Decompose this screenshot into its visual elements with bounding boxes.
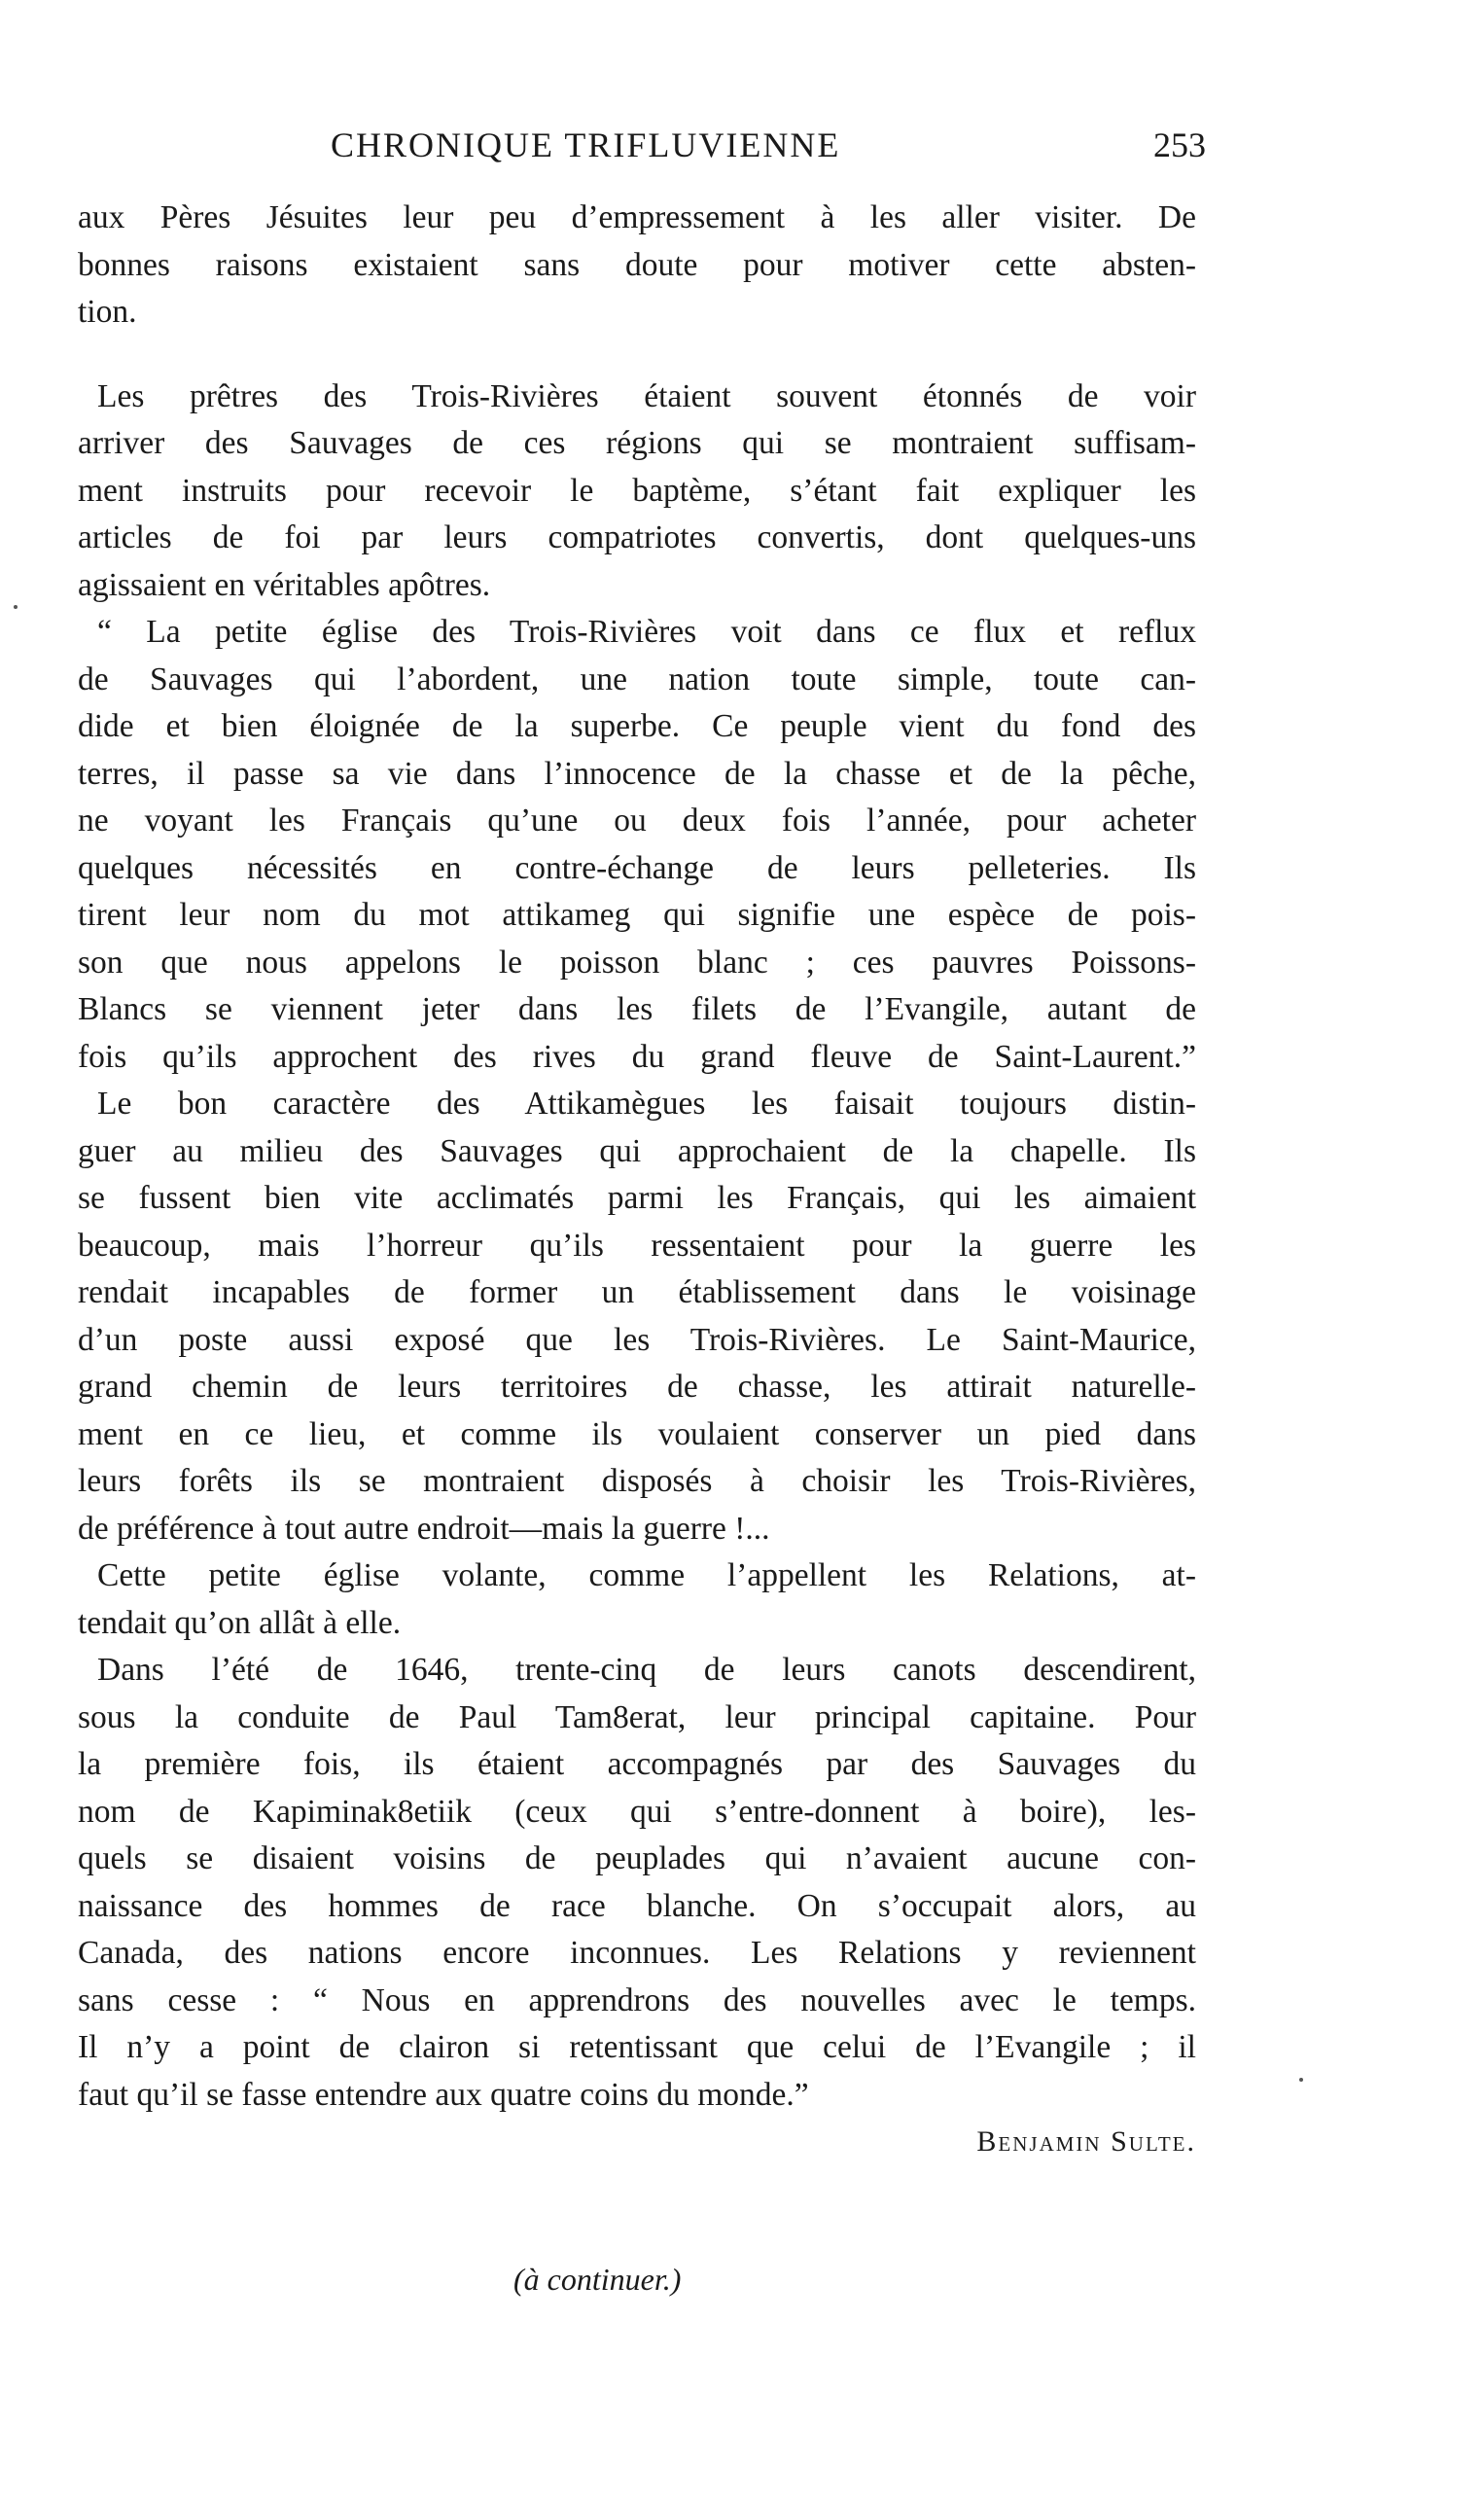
text-line: aux Pères Jésuites leur peu d’empressement à les aller visiter. De: [78, 199, 1196, 235]
text-line: faut qu’il se fasse entendre aux quatre coins du monde.”: [78, 2076, 809, 2113]
text-line: tirent leur nom du mot attikameg qui signifie une espèce de pois-: [78, 897, 1196, 933]
text-line: grand chemin de leurs territoires de chasse, les attirait naturelle-: [78, 1369, 1196, 1405]
text-line: Blancs se viennent jeter dans les filets de l’Evangile, autant de: [78, 991, 1196, 1027]
text-line: bonnes raisons existaient sans doute pour motiver cette absten-: [78, 246, 1196, 283]
text-line: tion.: [78, 294, 137, 330]
text-line: nom de Kapiminak8etiik (ceux qui s’entre-donnent à boire), les-: [78, 1793, 1196, 1830]
print-speck: [14, 605, 18, 609]
text-line: Il n’y a point de clairon si retentissant que celui de l’Evangile ; il: [78, 2029, 1196, 2065]
text-line: de préférence à tout autre endroit—mais la guerre !...: [78, 1510, 770, 1547]
page-number: 253: [1153, 125, 1206, 164]
print-speck: [1299, 2078, 1303, 2082]
text-line: son que nous appelons le poisson blanc ; ces pauvres Poissons-: [78, 944, 1196, 981]
text-line: “ La petite église des Trois-Rivières voit dans ce flux et reflux: [97, 614, 1196, 650]
text-line: ment en ce lieu, et comme ils voulaient conserver un pied dans: [78, 1415, 1196, 1452]
text-line: rendait incapables de former un établissement dans le voisinage: [78, 1274, 1196, 1310]
text-line: arriver des Sauvages de ces régions qui se montraient suffisam-: [78, 425, 1196, 461]
text-line: naissance des hommes de race blanche. On s’occupait alors, au: [78, 1887, 1196, 1924]
text-line: tendait qu’on allât à elle.: [78, 1604, 402, 1641]
text-line: se fussent bien vite acclimatés parmi les Français, qui les aimaient: [78, 1180, 1196, 1216]
text-line: quelques nécessités en contre-échange de leurs pelleteries. Ils: [78, 849, 1196, 886]
text-line: guer au milieu des Sauvages qui approchaient de la chapelle. Ils: [78, 1132, 1196, 1169]
text-line: Cette petite église volante, comme l’appellent les Relations, at-: [97, 1557, 1196, 1593]
text-line: Canada, des nations encore inconnues. Les Relations y reviennent: [78, 1935, 1196, 1971]
text-line: la première fois, ils étaient accompagnés par des Sauvages du: [78, 1746, 1196, 1782]
text-line: Le bon caractère des Attikamègues les faisait toujours distin-: [97, 1086, 1196, 1122]
text-line: terres, il passe sa vie dans l’innocence de la chasse et de la pêche,: [78, 755, 1196, 792]
text-line: agissaient en véritables apôtres.: [78, 566, 491, 603]
continuation-note: (à continuer.): [513, 2262, 682, 2297]
running-title: CHRONIQUE TRIFLUVIENNE: [331, 125, 841, 164]
author-signature: Benjamin Sulte.: [976, 2125, 1196, 2158]
text-line: articles de foi par leurs compatriotes convertis, dont quelques-uns: [78, 519, 1196, 555]
text-line: d’un poste aussi exposé que les Trois-Rivières. Le Saint-Maurice,: [78, 1321, 1196, 1358]
text-line: quels se disaient voisins de peuplades qui n’avaient aucune con-: [78, 1840, 1196, 1876]
text-line: sous la conduite de Paul Tam8erat, leur principal capitaine. Pour: [78, 1698, 1196, 1735]
text-line: Dans l’été de 1646, trente-cinq de leurs canots descendirent,: [97, 1652, 1196, 1688]
text-line: de Sauvages qui l’abordent, une nation toute simple, toute can-: [78, 660, 1196, 697]
text-line: dide et bien éloignée de la superbe. Ce peuple vient du fond des: [78, 708, 1196, 744]
text-line: beaucoup, mais l’horreur qu’ils ressentaient pour la guerre les: [78, 1227, 1196, 1264]
text-line: ne voyant les Français qu’une ou deux fois l’année, pour acheter: [78, 803, 1196, 839]
body-text: [78, 195, 1196, 2119]
text-line: sans cesse : “ Nous en apprendrons des nouvelles avec le temps.: [78, 1981, 1196, 2018]
text-line: fois qu’ils approchent des rives du grand fleuve de Saint-Laurent.”: [78, 1038, 1196, 1075]
text-line: leurs forêts ils se montraient disposés à choisir les Trois-Rivières,: [78, 1463, 1196, 1499]
page-header: [331, 125, 1206, 173]
text-line: ment instruits pour recevoir le baptème, s’étant fait expliquer les: [78, 472, 1196, 509]
text-line: Les prêtres des Trois-Rivières étaient souvent étonnés de voir: [97, 377, 1196, 414]
